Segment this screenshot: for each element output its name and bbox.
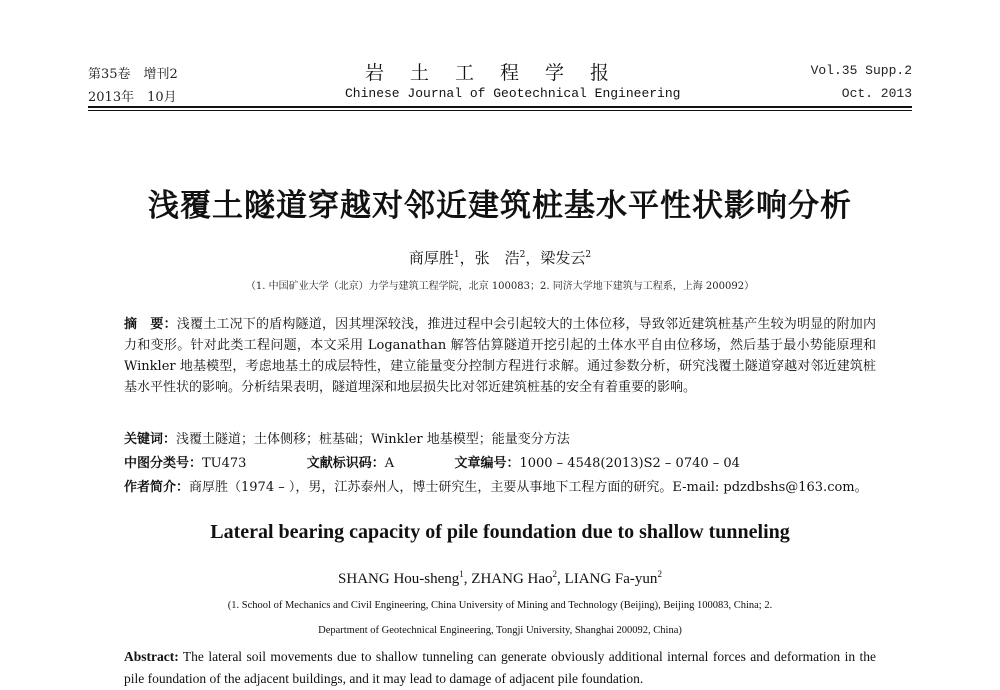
abstract-en-label: Abstract: (124, 649, 179, 664)
authors-cn (0, 247, 1000, 268)
doc-code-value: A (384, 456, 395, 471)
keywords-cn-label: 关键词： (124, 432, 177, 447)
author-1-cn-sup: 1 (453, 250, 460, 260)
author-bio (124, 476, 868, 495)
author-sep-2: ， (525, 249, 541, 267)
author-1-en-sup: 1 (459, 569, 464, 579)
author-sep-1-en: , (463, 571, 472, 587)
journal-date-cn: 2013年 10月 (88, 90, 177, 105)
author-2-cn-sup: 2 (519, 250, 526, 260)
author-1-cn: 商厚胜 (408, 249, 454, 267)
article-no-label: 文章编号： (454, 456, 520, 471)
clc-label: 中图分类号： (124, 456, 203, 471)
keywords-cn (124, 428, 570, 447)
journal-volume-cn: 第35卷 增刊2 (88, 67, 178, 82)
clc-value: TU473 (202, 456, 247, 471)
header-rule-bottom (88, 110, 912, 111)
author-3-en: LIANG Fa-yun (564, 571, 658, 587)
author-2-en-sup: 2 (552, 569, 558, 579)
author-2-en: ZHANG Hao (471, 571, 553, 587)
author-sep-2-en: , (557, 571, 565, 587)
journal-volume-en: Vol.35 Supp.2 (810, 63, 912, 78)
author-3-en-sup: 2 (657, 569, 662, 579)
journal-name-cn: 岩土工程学报 (365, 62, 636, 84)
abstract-en-text: The lateral soil movements due to shallow tunneling can generate obviously additional internal forces and deformation in the pile foundation of the adjacent buildings, and it may lead to damage of adjacent pile foundation. (124, 649, 876, 686)
abstract-cn (124, 314, 876, 398)
affiliation-en-line-2: Department of Geotechnical Engineering, Tongji University, Shanghai 200092, China) (318, 625, 682, 636)
author-2-cn: 张 浩 (474, 249, 520, 267)
keywords-cn-text: 浅覆土隧道；土体侧移；桩基础；Winkler 地基模型；能量变分方法 (176, 432, 570, 447)
author-bio-text: 商厚胜（1974 – ），男，江苏泰州人，博士研究生，主要从事地下工程方面的研究。E-mail: pdzdbshs@163.com。 (189, 480, 868, 495)
classification-line (124, 452, 740, 471)
author-sep-1: ， (459, 249, 475, 267)
authors-en (0, 571, 1000, 588)
article-no-value: 1000 – 4548(2013)S2 – 0740 – 04 (519, 456, 740, 471)
affiliation-en-line-1: (1. School of Mechanics and Civil Engineering, China University of Mining and Technology (Beijing), Beijing 100083, China; 2. (227, 600, 773, 611)
paper-title-cn: 浅覆土隧道穿越对邻近建筑桩基水平性状影响分析 (148, 188, 852, 224)
journal-name-en: Chinese Journal of Geotechnical Engineering (345, 86, 681, 101)
abstract-en (124, 646, 876, 690)
author-1-en: SHANG Hou-sheng (338, 571, 460, 587)
journal-date-en: Oct. 2013 (841, 86, 912, 101)
abstract-cn-text: 浅覆土工况下的盾构隧道，因其埋深较浅，推进过程中会引起较大的土体位移，导致邻近建筑桩基产生较为明显的附加内力和变形。针对此类工程问题，本文采用 Loganathan 解答估算隧道开挖引起的土体水平自由位移场，然后基于最小势能原理和 Winkler 地基模型，考虑地基土的成层特性，建立能量变分控制方程进行求解。通过参数分析，研究浅覆土隧道穿越对邻近建筑桩基水平性状的影响。分析结果表明，隧道埋深和地层损失比对邻近建筑桩基的安全有着重要的影响。 (124, 317, 876, 395)
author-bio-label: 作者简介： (124, 480, 190, 495)
author-3-cn-sup: 2 (585, 250, 592, 260)
paper-title-en: Lateral bearing capacity of pile foundation due to shallow tunneling (210, 521, 790, 543)
header-rule-top (88, 106, 912, 108)
affiliation-cn: （1. 中国矿业大学（北京）力学与建筑工程学院，北京 100083；2. 同济大学地下建筑与工程系，上海 200092） (245, 281, 755, 292)
doc-code-label: 文献标识码： (306, 456, 385, 471)
abstract-cn-label: 摘 要： (124, 317, 177, 332)
author-3-cn: 梁发云 (540, 249, 586, 267)
